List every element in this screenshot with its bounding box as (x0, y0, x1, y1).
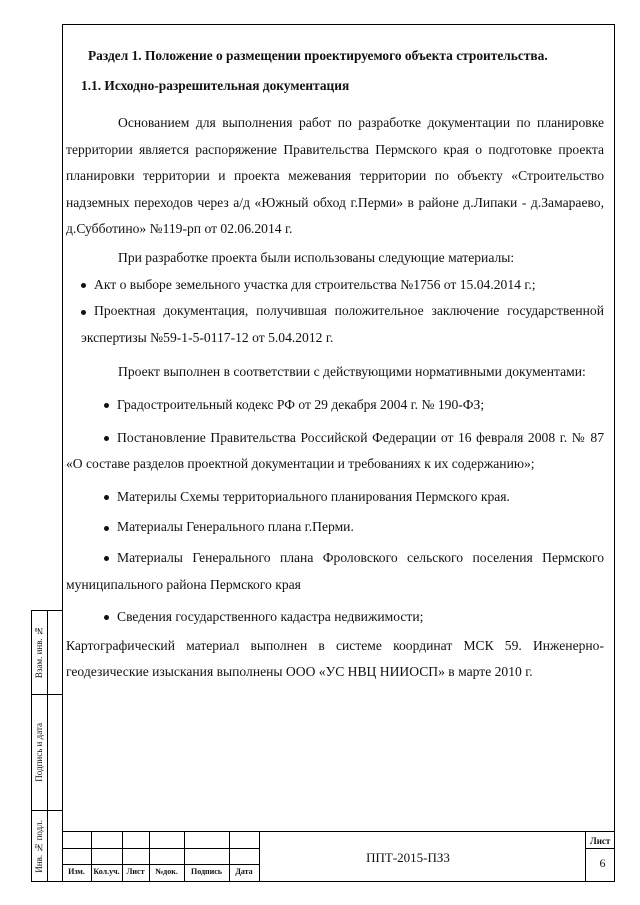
bullet-icon (104, 556, 109, 561)
subsection-title: 1.1. Исходно-разрешительная документация (81, 78, 350, 93)
stamp-header: Дата (235, 867, 253, 876)
stamp-header: Лист (126, 867, 145, 876)
list-item: Материалы Генерального плана г.Перми. (66, 514, 604, 541)
bullet-icon (104, 436, 109, 441)
sheet-label: Лист (590, 836, 611, 846)
paragraph-norms-intro: Проект выполнен в соответствии с действующими нормативными документами: (118, 364, 586, 380)
list-item: Сведения государственного кадастра недвижимости; (66, 604, 604, 631)
side-divider (31, 694, 62, 695)
list-item: Материалы Генерального плана Фроловского сельского поселения Пермского муниципального района Пермского края (66, 549, 604, 592)
document-body (66, 30, 604, 686)
sheet-number: 6 (599, 856, 606, 870)
bullet-icon (81, 283, 86, 288)
list-item: Акт о выборе земельного участка для строительства №1756 от 15.04.2014 г.; (66, 272, 604, 299)
list-item: Постановление Правительства Российской Федерации от 16 февраля 2008 г. № 87 «О составе разделов проектной документации и требованиях к их содержанию»; (66, 429, 604, 472)
side-strip-inner (47, 610, 62, 882)
bullet-icon (81, 310, 86, 315)
side-label-podpis: Подпись и дата (34, 722, 44, 782)
side-divider (31, 810, 62, 811)
stamp-header: Подпись (190, 867, 223, 876)
paragraph-materials-intro: При разработке проекта были использованы следующие материалы: (118, 249, 515, 265)
bullet-icon (104, 526, 109, 531)
list-item: Проектная документация, получившая положительное заключение государственной экспертизы №59-1-5-0117-12 от 5.04.2012 г. (81, 303, 604, 345)
stamp-header: Изм. (68, 867, 85, 876)
list-item: Градостроительный кодекс РФ от 29 декабря 2004 г. № 190-ФЗ; (66, 392, 604, 419)
side-label-inv: Инв. № подл. (34, 819, 44, 873)
list-item: Материлы Схемы территориального планирования Пермского края. (66, 484, 604, 511)
bullet-icon (104, 615, 109, 620)
paragraph-cartography: Картографический материал выполнен в системе координат МСК 59. Инженерно-геодезические изыскания выполнены ООО «УС НВЦ НИИОСП» в марте 2010 г. (66, 637, 604, 680)
paragraph-basis: Основанием для выполнения работ по разработке документации по планировке территории является распоряжение Правительства Пермского края о подготовке проекта планировки территории и проекта межевания территории по объекту «Строительство надземных переходов через а/д «Южный обход г.Перми» в районе д.Липаки - д.Замараево, д.Субботино» №119-рп от 02.06.2014 г. (66, 115, 604, 237)
section-title: Раздел 1. Положение о размещении проектируемого объекта строительства. (88, 48, 548, 63)
side-label-vzam: Взам. инв. № (34, 625, 44, 679)
stamp-header: №док. (155, 867, 178, 876)
document-code: ППТ-2015-ПЗ3 (366, 850, 450, 865)
stamp-header: Кол.уч. (93, 867, 120, 876)
bullet-icon (104, 403, 109, 408)
bullet-icon (104, 495, 109, 500)
